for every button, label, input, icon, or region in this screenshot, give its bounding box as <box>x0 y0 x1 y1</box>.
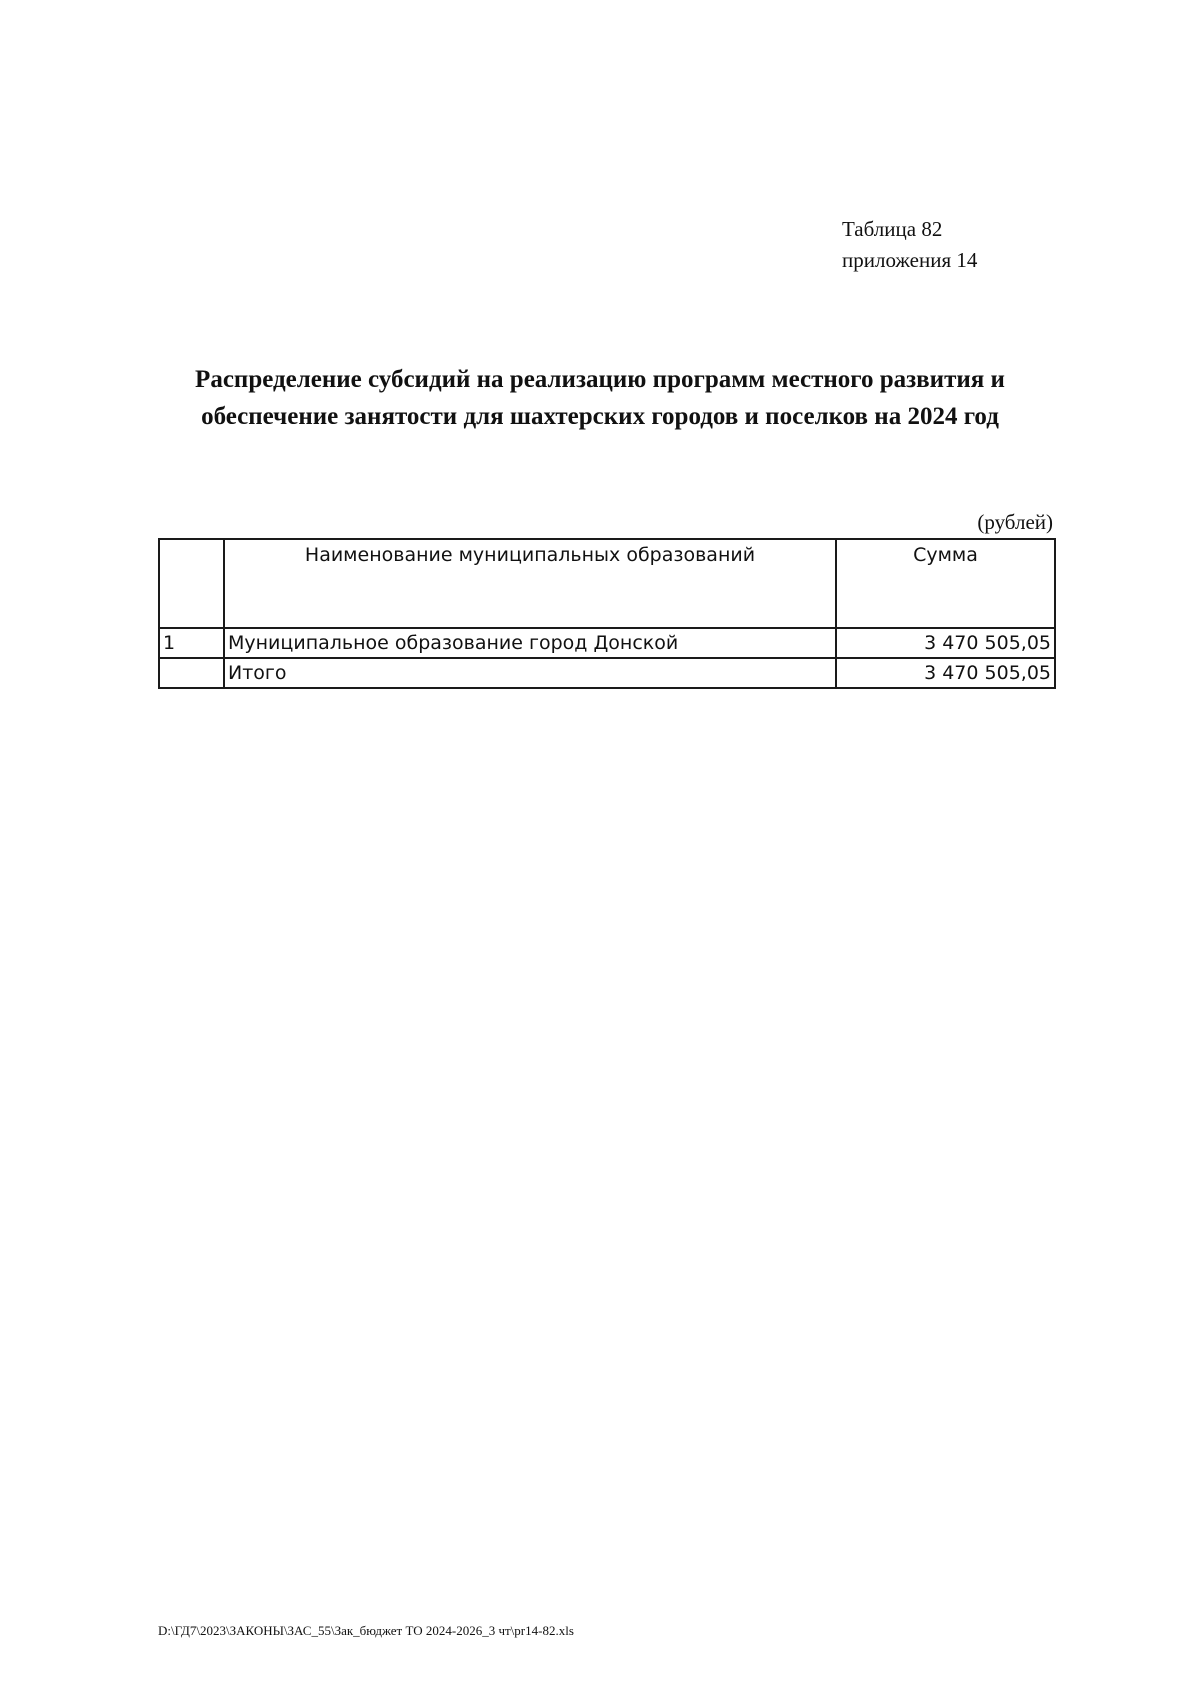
footer-file-path: D:\ГД7\2023\ЗАКОНЫ\ЗАС_55\Зак_бюджет ТО 2024-2026_3 чт\pr14-82.xls <box>158 1623 574 1638</box>
units-label: (рублей) <box>977 510 1053 534</box>
column-header-name: Наименование муниципальных образований <box>224 539 836 628</box>
row-name-cell: Муниципальное образование город Донской <box>224 628 836 658</box>
table-reference-note <box>842 214 977 276</box>
row-number-cell: 1 <box>159 628 224 658</box>
total-label-cell: Итого <box>224 658 836 688</box>
row-sum-cell: 3 470 505,05 <box>836 628 1055 658</box>
appendix-number: приложения 14 <box>842 248 978 272</box>
table-row <box>159 628 1055 658</box>
column-header-sum: Сумма <box>836 539 1055 628</box>
table-number: Таблица 82 <box>842 217 943 241</box>
subsidy-distribution-table <box>158 538 1056 689</box>
document-title-line-2: обеспечение занятости для шахтерских городов и поселков на 2024 год <box>201 403 999 430</box>
column-header-number <box>159 539 224 628</box>
total-sum-cell: 3 470 505,05 <box>836 658 1055 688</box>
table-header-row <box>159 539 1055 628</box>
table-total-row <box>159 658 1055 688</box>
total-number-cell <box>159 658 224 688</box>
document-title <box>120 361 1080 435</box>
document-title-line-1: Распределение субсидий на реализацию программ местного развития и <box>195 366 1005 393</box>
